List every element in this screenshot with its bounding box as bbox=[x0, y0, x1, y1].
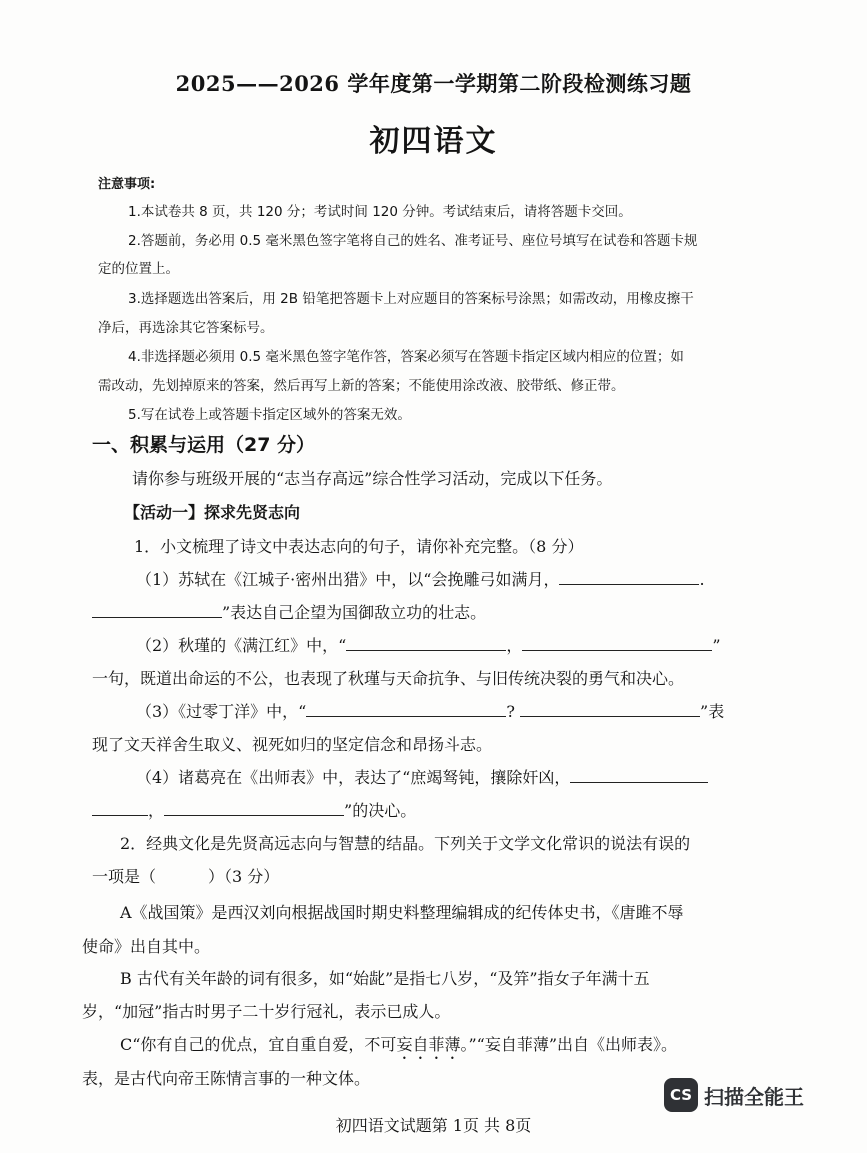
option-c-cont: 表，是古代向帝王陈情言事的一种文体。 bbox=[82, 1069, 371, 1088]
answer-blank[interactable] bbox=[520, 702, 700, 717]
answer-blank[interactable] bbox=[522, 636, 712, 651]
notice-line: 1.本试卷共 8 页，共 120 分；考试时间 120 分钟。考试结束后，请将答题卡交回。 bbox=[128, 204, 632, 220]
text-segment: ” bbox=[712, 636, 721, 655]
question-2-stem-cont bbox=[92, 864, 279, 887]
scanner-watermark bbox=[664, 1078, 804, 1112]
notice-line: 5.写在试卷上或答题卡指定区域外的答案无效。 bbox=[128, 407, 411, 423]
text-segment: （2）秋瑾的《满江红》中，“ bbox=[136, 636, 347, 655]
question-1-part-3-cont: 现了文天祥舍生取义、视死如归的坚定信念和昂扬斗志。 bbox=[92, 735, 493, 754]
notice-line: 4.非选择题必须用 0.5 毫米黑色签字笔作答，答案必须写在答题卡指定区域内相应的位置；如 bbox=[128, 349, 684, 365]
exam-title: 2025——2026 学年度第一学期第二阶段检测练习题 bbox=[175, 71, 692, 96]
text-segment: 一项是（ bbox=[92, 867, 157, 886]
text-segment: C“你有自己的优点，宜自重自爱，不可 bbox=[120, 1035, 397, 1054]
option-b: B 古代有关年龄的词有很多，如“始龀”是指七八岁，“及笄”指女子年满十五 bbox=[120, 969, 650, 988]
answer-blank[interactable] bbox=[164, 801, 344, 816]
text-segment: 。”“妄自菲薄”出自《出师表》。 bbox=[460, 1035, 677, 1054]
text-segment: ， bbox=[506, 636, 523, 655]
question-1-part-2-cont: 一句，既道出命运的不公，也表现了秋瑾与天命抗争、与旧传统决裂的勇气和决心。 bbox=[92, 669, 685, 688]
activity-heading: 【活动一】探求先贤志向 bbox=[124, 503, 301, 522]
emphasized-text: 妄自菲薄 bbox=[396, 1035, 461, 1054]
answer-blank[interactable] bbox=[559, 570, 699, 585]
section-intro: 请你参与班级开展的“志当存高远”综合性学习活动，完成以下任务。 bbox=[132, 469, 613, 488]
question-1-stem: 1．小文梳理了诗文中表达志向的句子，请你补充完整。（8 分） bbox=[134, 537, 584, 556]
question-1-part-4 bbox=[136, 765, 708, 788]
answer-blank[interactable] bbox=[306, 702, 506, 717]
page-footer: 初四语文试题第 1页 共 8页 bbox=[335, 1116, 532, 1135]
option-a: A《战国策》是西汉刘向根据战国时期史料整理编辑成的纪传体史书，《唐雎不辱 bbox=[120, 903, 684, 922]
text-segment: ”表 bbox=[700, 702, 725, 721]
answer-blank[interactable] bbox=[570, 768, 708, 783]
question-1-part-1 bbox=[136, 567, 705, 590]
text-segment: （4）诸葛亮在《出师表》中，表达了“庶竭驽钝，攘除奸凶， bbox=[136, 768, 571, 787]
answer-blank[interactable] bbox=[346, 636, 506, 651]
question-1-part-2 bbox=[136, 633, 721, 656]
question-1-part-3 bbox=[136, 699, 724, 722]
notice-heading: 注意事项: bbox=[98, 177, 156, 192]
question-1-part-1-cont bbox=[92, 600, 486, 623]
question-1-part-4-cont bbox=[92, 798, 416, 821]
text-segment: ”的决心。 bbox=[344, 801, 417, 820]
scanner-label: 扫描全能王 bbox=[704, 1084, 804, 1109]
text-segment: ）（3 分） bbox=[208, 867, 280, 886]
notice-line: 需改动，先划掉原来的答案，然后再写上新的答案；不能使用涂改液、胶带纸、修正带。 bbox=[98, 378, 625, 394]
option-a-cont: 使命》出自其中。 bbox=[82, 937, 211, 956]
notice-line: 2.答题前，务必用 0.5 毫米黑色签字笔将自己的姓名、准考证号、座位号填写在试卷和答题卡规 bbox=[128, 233, 698, 249]
answer-blank[interactable] bbox=[92, 603, 222, 618]
camscanner-icon: CS bbox=[664, 1078, 698, 1112]
question-2-stem: 2．经典文化是先贤高远志向与智慧的结晶。下列关于文学文化常识的说法有误的 bbox=[120, 834, 691, 853]
notice-line: 定的位置上。 bbox=[98, 261, 179, 277]
notice-line: 3.选择题选出答案后，用 2B 铅笔把答题卡上对应题目的答案标号涂黑；如需改动，用橡皮擦干 bbox=[128, 291, 694, 307]
notice-line: 净后，再选涂其它答案标号。 bbox=[98, 320, 274, 336]
section-heading: 一、积累与运用（27 分） bbox=[92, 434, 316, 456]
text-segment: . bbox=[699, 570, 705, 589]
option-b-cont: 岁，“加冠”指古时男子二十岁行冠礼，表示已成人。 bbox=[82, 1002, 451, 1021]
text-segment: ”表达自己企望为国御敌立功的壮志。 bbox=[222, 603, 487, 622]
text-segment: ? bbox=[506, 702, 515, 721]
answer-blank[interactable] bbox=[92, 801, 148, 816]
text-segment: ， bbox=[148, 801, 165, 820]
subject-title: 初四语文 bbox=[369, 124, 498, 159]
option-c bbox=[120, 1032, 677, 1063]
text-segment: （1）苏轼在《江城子·密州出猎》中，以“会挽雕弓如满月， bbox=[136, 570, 560, 589]
text-segment: （3）《过零丁洋》中，“ bbox=[136, 702, 307, 721]
